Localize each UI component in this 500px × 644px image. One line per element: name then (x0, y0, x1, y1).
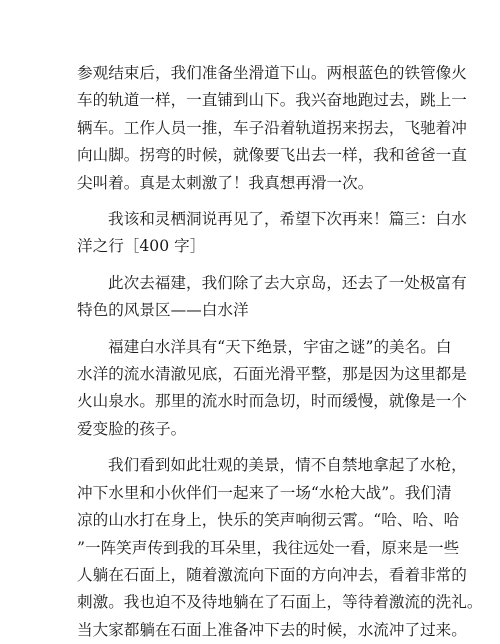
text-line: 火山泉水。那里的流水时而急切，时而缓慢，就像是一个 (77, 392, 467, 411)
text-line: 刺激。我也迫不及待地躺在了石面上，等待着激流的洗礼。 (77, 593, 483, 612)
text-line: 此次去福建，我们除了去大京岛，还去了一处极富有 (108, 273, 467, 292)
text-line: 向山脚。拐弯的时候，就像要飞出去一样，我和爸爸一直 (77, 146, 467, 165)
text-line: 辆车。工作人员一推，车子沿着轨道拐来拐去，飞驰着冲 (77, 118, 467, 137)
text-line: 我该和灵栖洞说再见了，希望下次再来！篇三：白水 (108, 210, 467, 229)
text-line: 车的轨道一样，一直铺到山下。我兴奋地跑过去，跳上一 (77, 91, 467, 110)
paragraph-3 (77, 270, 467, 325)
paragraph-2 (77, 206, 467, 261)
text-line: 冲下水里和小伙伴们一起来了一场“水枪大战”。我们清 (77, 483, 452, 502)
text-line: 凉的山水打在身上，快乐的笑声响彻云霄。“哈、哈、哈 (77, 511, 460, 530)
paragraph-4 (77, 334, 467, 444)
paragraph-5 (77, 452, 483, 644)
text-line: 参观结束后，我们准备坐滑道下山。两根蓝色的铁管像火 (77, 64, 467, 82)
text-line: 福建白水洋具有“天下绝景，宇宙之谜”的美名。白 (108, 337, 452, 356)
text-line: 人躺在石面上，随着激流向下面的方向冲去，看着非常的 (77, 565, 467, 584)
article-body (77, 60, 483, 644)
text-line: 尖叫着。真是太刺激了！我真想再滑一次。 (77, 173, 374, 192)
text-line: 水洋的流水清澈见底，石面光滑平整，那是因为这里都是 (77, 365, 467, 384)
text-line: 特色的风景区——白水洋 (77, 301, 249, 320)
paragraph-1 (77, 60, 467, 197)
text-line: ”一阵笑声传到我的耳朵里，我往远处一看，原来是一些 (77, 538, 460, 557)
text-line: 爱变脸的孩子。 (77, 419, 187, 438)
text-line: 我们看到如此壮观的美景，情不自禁地拿起了水枪， (108, 456, 467, 475)
text-line: 洋之行［400 字］ (77, 237, 206, 256)
text-line: 当大家都躺在石面上准备冲下去的时候，水流冲了过来。 (77, 620, 467, 639)
